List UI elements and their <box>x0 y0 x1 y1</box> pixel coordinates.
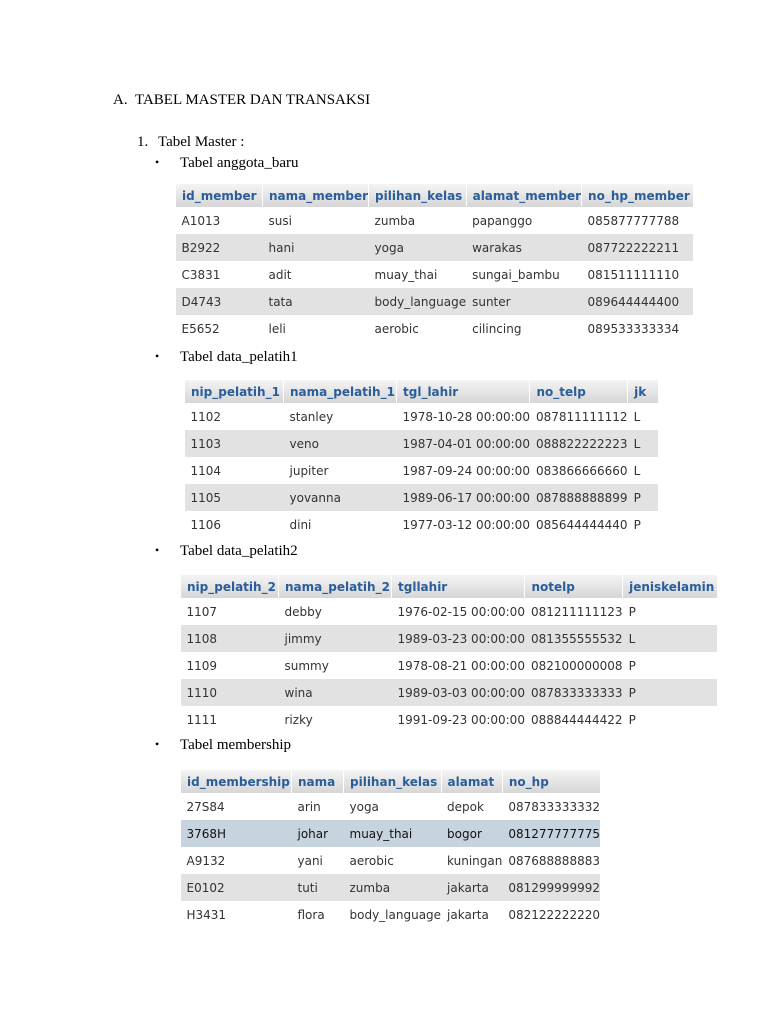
table-cell: 087811111112 <box>530 403 628 430</box>
table-cell: 1104 <box>185 457 284 484</box>
column-header[interactable]: no_telp <box>530 380 628 403</box>
table-caption-data-pelatih2 <box>155 543 298 560</box>
table-cell: flora <box>292 901 344 928</box>
column-header[interactable]: alamat_member <box>466 184 581 207</box>
table-cell: leli <box>263 315 369 342</box>
table-caption-text: Tabel membership <box>180 737 291 753</box>
column-header[interactable]: nama <box>292 770 344 793</box>
table-cell: 1989-06-17 00:00:00 <box>397 484 530 511</box>
table-cell: 1103 <box>185 430 284 457</box>
table-cell: 081211111123 <box>525 598 623 625</box>
table-cell: zumba <box>369 207 467 234</box>
table-row <box>185 430 658 457</box>
table-cell: 1978-08-21 00:00:00 <box>392 652 525 679</box>
table-row <box>181 901 600 928</box>
table-data-pelatih2 <box>180 575 717 733</box>
table-cell: E0102 <box>181 874 292 901</box>
table-row <box>181 847 600 874</box>
column-header[interactable]: tgl_lahir <box>397 380 530 403</box>
table-cell: sungai_bambu <box>466 261 581 288</box>
table-cell: P <box>623 706 717 733</box>
table-row <box>185 484 658 511</box>
table-cell: 1987-09-24 00:00:00 <box>397 457 530 484</box>
table-cell: B2922 <box>176 234 263 261</box>
column-header[interactable]: jk <box>628 380 658 403</box>
column-header[interactable]: pilihan_kelas <box>344 770 442 793</box>
bullet-icon: • <box>155 543 160 557</box>
table-cell: rizky <box>279 706 392 733</box>
table-cell: 1989-03-03 00:00:00 <box>392 679 525 706</box>
table-cell: P <box>628 511 658 538</box>
table-cell: jimmy <box>279 625 392 652</box>
table-cell: jakarta <box>441 874 502 901</box>
table-cell: yani <box>292 847 344 874</box>
table-cell: C3831 <box>176 261 263 288</box>
table-row <box>181 820 600 847</box>
table-cell: tata <box>263 288 369 315</box>
table-membership <box>180 770 600 928</box>
table-cell: 085877777788 <box>582 207 693 234</box>
table-cell: 087688888883 <box>502 847 600 874</box>
table-cell: 087888888899 <box>530 484 628 511</box>
table-cell: wina <box>279 679 392 706</box>
table-cell: aerobic <box>369 315 467 342</box>
column-header[interactable]: pilihan_kelas <box>369 184 467 207</box>
table-cell: susi <box>263 207 369 234</box>
table-cell: papanggo <box>466 207 581 234</box>
table-cell: 27S84 <box>181 793 292 820</box>
table-cell: 082100000008 <box>525 652 623 679</box>
table-row <box>181 652 717 679</box>
table-cell: 081299999992 <box>502 874 600 901</box>
table-cell: 1102 <box>185 403 284 430</box>
column-header[interactable]: nip_pelatih_2 <box>181 575 279 598</box>
subsection-title: Tabel Master : <box>158 134 245 150</box>
table-data-pelatih1 <box>184 380 658 538</box>
table-cell: 083866666660 <box>530 457 628 484</box>
table-cell: P <box>623 652 717 679</box>
table-cell: zumba <box>344 874 442 901</box>
column-header[interactable]: nama_member <box>263 184 369 207</box>
table-cell: summy <box>279 652 392 679</box>
table-row <box>176 315 693 342</box>
table-cell: arin <box>292 793 344 820</box>
table-caption-text: Tabel data_pelatih1 <box>180 349 298 365</box>
table-cell: depok <box>441 793 502 820</box>
column-header[interactable]: tgllahir <box>392 575 525 598</box>
section-title: TABEL MASTER DAN TRANSAKSI <box>135 92 371 108</box>
table-cell: cilincing <box>466 315 581 342</box>
column-header[interactable]: id_member <box>176 184 263 207</box>
table-row <box>181 679 717 706</box>
table-cell: 1105 <box>185 484 284 511</box>
table-cell: 1987-04-01 00:00:00 <box>397 430 530 457</box>
table-row <box>185 403 658 430</box>
table-row <box>181 625 717 652</box>
table-cell: muay_thai <box>369 261 467 288</box>
table-header-row <box>185 380 658 403</box>
table-anggota-baru <box>175 184 693 342</box>
table-row <box>181 874 600 901</box>
table-cell: 1108 <box>181 625 279 652</box>
table-cell: muay_thai <box>344 820 442 847</box>
table-cell: P <box>623 598 717 625</box>
column-header[interactable]: no_hp_member <box>582 184 693 207</box>
table-caption-text: Tabel anggota_baru <box>180 155 299 171</box>
table-row <box>181 598 717 625</box>
column-header[interactable]: no_hp <box>502 770 600 793</box>
table-cell: 1976-02-15 00:00:00 <box>392 598 525 625</box>
table-cell: 081355555532 <box>525 625 623 652</box>
table-cell: jakarta <box>441 901 502 928</box>
table-row <box>181 793 600 820</box>
table-cell: sunter <box>466 288 581 315</box>
table-caption-data-pelatih1 <box>155 349 298 366</box>
table-header-row <box>181 770 600 793</box>
table-cell: 087722222211 <box>582 234 693 261</box>
table-header-row <box>181 575 717 598</box>
table-cell: 1110 <box>181 679 279 706</box>
table-cell: P <box>628 484 658 511</box>
column-header[interactable]: id_membership <box>181 770 292 793</box>
section-heading <box>113 92 370 109</box>
column-header[interactable]: nama_pelatih_1 <box>284 380 397 403</box>
table-row <box>185 511 658 538</box>
table-cell: body_language <box>344 901 442 928</box>
table-cell: veno <box>284 430 397 457</box>
table-cell: 1106 <box>185 511 284 538</box>
table-cell: bogor <box>441 820 502 847</box>
table-cell: jupiter <box>284 457 397 484</box>
table-row <box>176 207 693 234</box>
table-caption-anggota-baru <box>155 155 298 172</box>
column-header[interactable]: notelp <box>525 575 623 598</box>
table-cell: 3768H <box>181 820 292 847</box>
table-cell: yoga <box>344 793 442 820</box>
table-cell: body_language <box>369 288 467 315</box>
table-cell: P <box>623 679 717 706</box>
table-cell: 1107 <box>181 598 279 625</box>
bullet-icon: • <box>155 349 160 363</box>
table-cell: dini <box>284 511 397 538</box>
table-cell: 1991-09-23 00:00:00 <box>392 706 525 733</box>
table-cell: A1013 <box>176 207 263 234</box>
table-cell: A9132 <box>181 847 292 874</box>
table-cell: L <box>628 430 658 457</box>
table-cell: 1109 <box>181 652 279 679</box>
table-row <box>185 457 658 484</box>
table-cell: L <box>628 403 658 430</box>
table-row <box>181 706 717 733</box>
table-cell: 081277777775 <box>502 820 600 847</box>
table-row <box>176 288 693 315</box>
table-cell: 1977-03-12 00:00:00 <box>397 511 530 538</box>
table-cell: yoga <box>369 234 467 261</box>
table-cell: tuti <box>292 874 344 901</box>
table-cell: yovanna <box>284 484 397 511</box>
table-cell: debby <box>279 598 392 625</box>
table-cell: hani <box>263 234 369 261</box>
table-cell: 089644444400 <box>582 288 693 315</box>
column-header[interactable]: nip_pelatih_1 <box>185 380 284 403</box>
bullet-icon: • <box>155 737 160 751</box>
section-number: A. <box>113 92 128 108</box>
column-header[interactable]: nama_pelatih_2 <box>279 575 392 598</box>
table-cell: L <box>628 457 658 484</box>
table-cell: kuningan <box>441 847 502 874</box>
table-cell: 082122222220 <box>502 901 600 928</box>
table-cell: D4743 <box>176 288 263 315</box>
table-caption-membership <box>155 737 291 754</box>
table-cell: johar <box>292 820 344 847</box>
subsection-number: 1. <box>137 134 149 150</box>
table-cell: H3431 <box>181 901 292 928</box>
table-cell: 087833333332 <box>502 793 600 820</box>
table-row <box>176 234 693 261</box>
table-cell: 081511111110 <box>582 261 693 288</box>
table-row <box>176 261 693 288</box>
bullet-icon: • <box>155 155 160 169</box>
subsection-heading <box>137 134 244 151</box>
table-cell: 1111 <box>181 706 279 733</box>
table-cell: adit <box>263 261 369 288</box>
table-cell: 087833333333 <box>525 679 623 706</box>
column-header[interactable]: jeniskelamin <box>623 575 717 598</box>
table-cell: aerobic <box>344 847 442 874</box>
table-cell: 1989-03-23 00:00:00 <box>392 625 525 652</box>
table-header-row <box>176 184 693 207</box>
table-cell: L <box>623 625 717 652</box>
table-cell: warakas <box>466 234 581 261</box>
table-cell: 1978-10-28 00:00:00 <box>397 403 530 430</box>
table-cell: stanley <box>284 403 397 430</box>
column-header[interactable]: alamat <box>441 770 502 793</box>
table-cell: 088822222223 <box>530 430 628 457</box>
table-cell: 088844444422 <box>525 706 623 733</box>
table-cell: E5652 <box>176 315 263 342</box>
table-cell: 089533333334 <box>582 315 693 342</box>
table-cell: 085644444440 <box>530 511 628 538</box>
table-caption-text: Tabel data_pelatih2 <box>180 543 298 559</box>
